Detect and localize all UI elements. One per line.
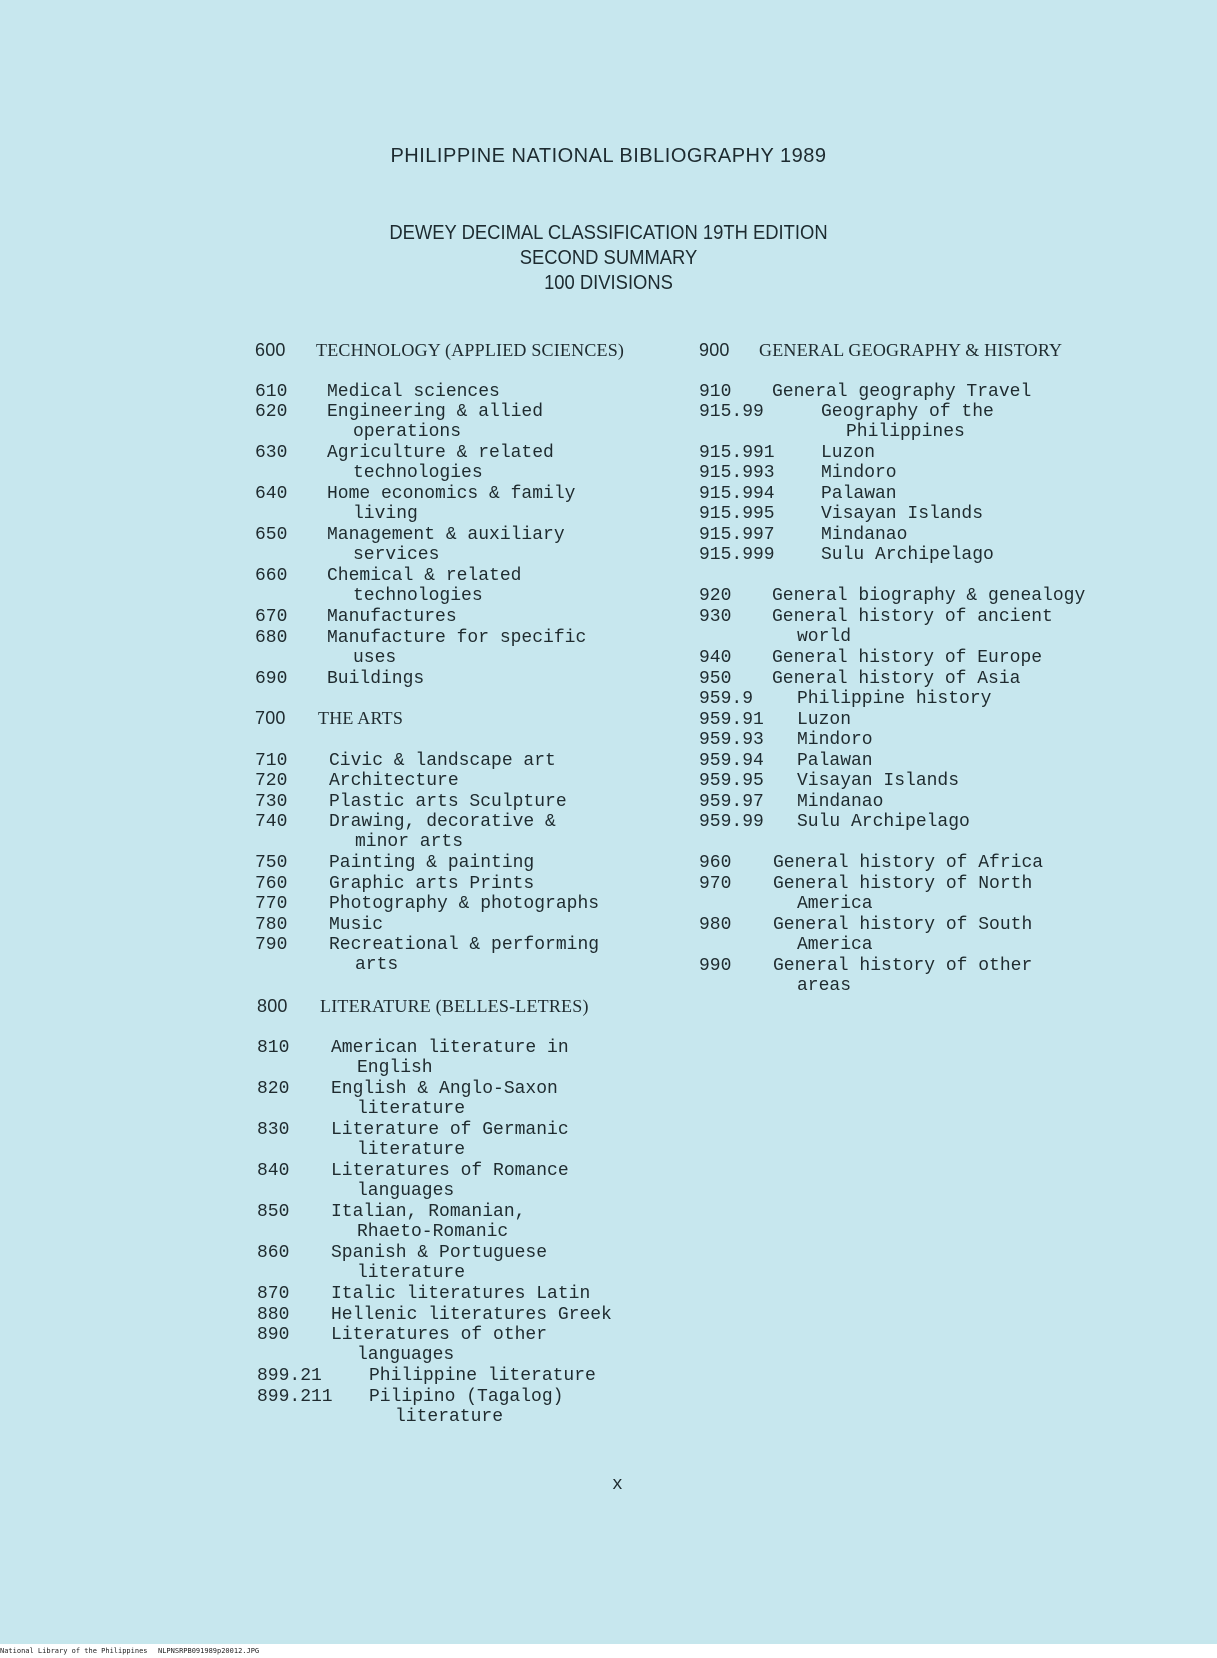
subtitle-line-1: DEWEY DECIMAL CLASSIFICATION 19TH EDITION	[389, 222, 828, 244]
classification-heading	[0, 221, 1217, 296]
footer-filename: NLPNSRPB091989p20012.JPG	[158, 1647, 260, 1655]
subtitle-line-2: SECOND SUMMARY	[519, 247, 698, 269]
scan-footer	[0, 1644, 1217, 1658]
page-number: x	[612, 1475, 623, 1495]
footer-source: National Library of the Philippines	[0, 1647, 148, 1655]
subtitle-line-3: 100 DIVISIONS	[544, 272, 673, 294]
document-page: PHILIPPINE NATIONAL BIBLIOGRAPHY 1989 DEWEY DECIMAL CLASSIFICATION 19TH EDITION SECOND SUMMARY 100 DIVISIONS 600 TECHNOLOGY (APPLIED SCIENCES) 610 Medical sciences 620 Engineering & allied operations 630 Agriculture & related technologies 640 Home economics & family living 650 Management & auxiliary services 660 Chemical & related technologies 670 Manufactures 680 Manufacture for specific uses 690 Buildings 700 THE ARTS 710 Civic & landscape art 720 Architecture 730 Plastic arts Sculpture 740 Drawing, decorative & minor arts 750 Painting & painting 760 Graphic arts Prints 770 Photography & photographs 780 Music 790 Recreational & performing arts 800 LITERATURE (BELLES-LETRES) 810 American literature in English 820 English & Anglo-Saxon literature 830 Literature of Germanic literature 840 Literatures of Romance languages 850 Italian, Romanian, Rhaeto-Romanic 860 Spanish & Portuguese literature 870 Italic literatures Latin 880 Hellenic literatures Greek 890 Literatures of other languages 899.21 Philippine literature 899.211 Pilipino (Tagalog) literature 900 GENERAL GEOGRAPHY & HISTORY 910 General geography Travel 915.99 Geography of the Philippines 915.991 Luzon 915.993 Mindoro 915.994 Palawan 915.995 Visayan Islands 915.997 Mindanao 915.999 Sulu Archipelago 920 General biography & genealogy 930 General history of ancient world 940 General history of Europe 950 General history of Asia 959.9 Philippine history 959.91 Luzon 959.93 Mindoro 959.94 Palawan 959.95 Visayan Islands 959.97 Mindanao 959.99 Sulu Archipelago 960 General history of Africa 970 General history of North America 980 General history of South America 990 General history of other areas x	[0, 0, 1217, 1640]
publication-title: PHILIPPINE NATIONAL BIBLIOGRAPHY 1989	[390, 145, 827, 167]
